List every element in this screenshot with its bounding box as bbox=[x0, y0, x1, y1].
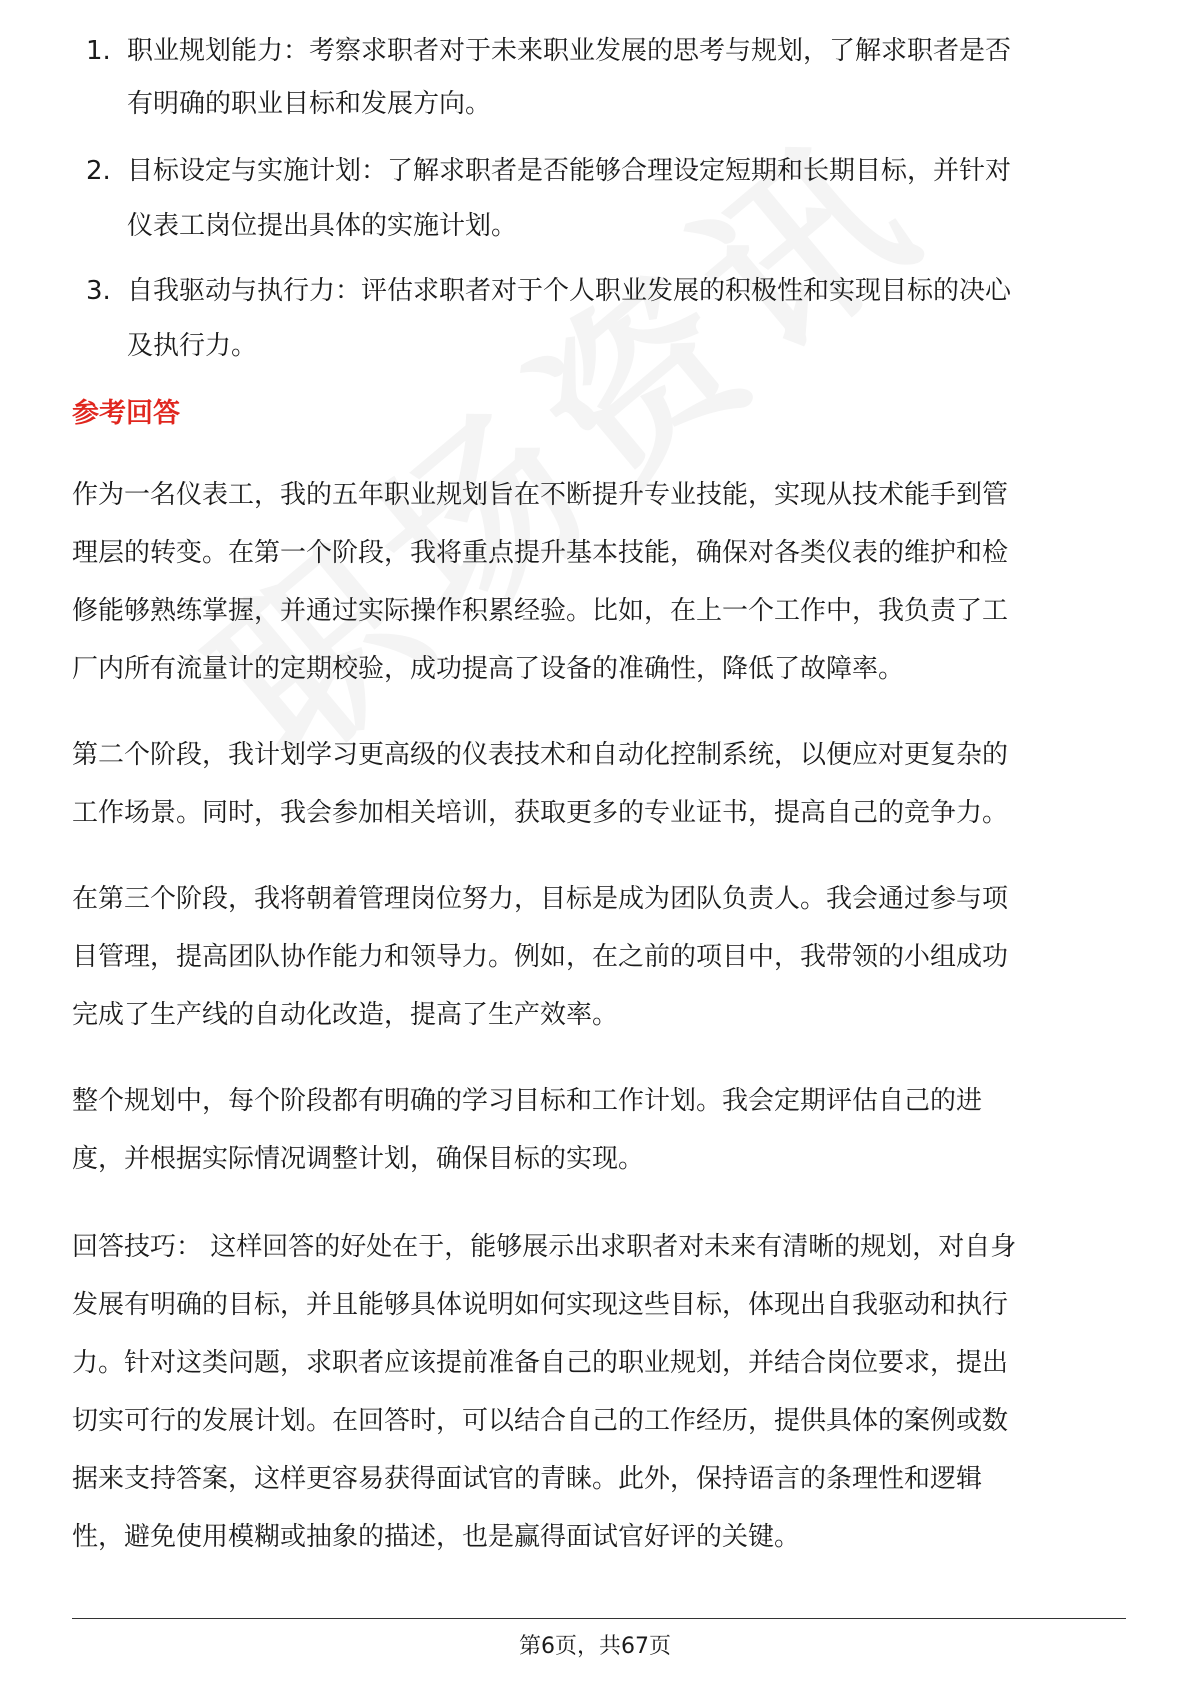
paragraph-line: 整个规划中，每个阶段都有明确的学习目标和工作计划。我会定期评估自己的进 bbox=[72, 1086, 983, 1116]
paragraph-line: 第二个阶段，我计划学习更高级的仪表技术和自动化控制系统，以便应对更复杂的 bbox=[72, 740, 1009, 770]
paragraph-line: 理层的转变。在第一个阶段，我将重点提升基本技能，确保对各类仪表的维护和检 bbox=[72, 538, 1009, 568]
paragraph-line: 发展有明确的目标，并且能够具体说明如何实现这些目标，体现出自我驱动和执行 bbox=[72, 1290, 1009, 1320]
paragraph bbox=[72, 870, 1122, 1044]
paragraph-line: 工作场景。同时，我会参加相关培训，获取更多的专业证书，提高自己的竞争力。 bbox=[72, 798, 1009, 828]
paragraph-line: 度，并根据实际情况调整计划，确保目标的实现。 bbox=[72, 1144, 645, 1174]
list-item-text: 职业规划能力：考察求职者对于未来职业发展的思考与规划，了解求职者是否 bbox=[127, 36, 1012, 66]
paragraph-line: 性，避免使用模糊或抽象的描述，也是赢得面试官好评的关键。 bbox=[72, 1522, 801, 1552]
list-item-text: 有明确的职业目标和发展方向。 bbox=[127, 89, 492, 119]
list-item-text: 目标设定与实施计划：了解求职者是否能够合理设定短期和长期目标，并针对 bbox=[127, 156, 1012, 186]
paragraph-line: 力。针对这类问题，求职者应该提前准备自己的职业规划，并结合岗位要求，提出 bbox=[72, 1348, 1009, 1378]
list-number: 3. bbox=[86, 276, 111, 306]
footer-divider bbox=[72, 1618, 1126, 1619]
paragraph-line: 作为一名仪表工，我的五年职业规划旨在不断提升专业技能，实现从技术能手到管 bbox=[72, 480, 1009, 510]
paragraph-line: 目管理，提高团队协作能力和领导力。例如，在之前的项目中，我带领的小组成功 bbox=[72, 942, 1009, 972]
list-number: 2. bbox=[86, 156, 111, 186]
list-item-text: 仪表工岗位提出具体的实施计划。 bbox=[127, 211, 518, 241]
list-item-text: 自我驱动与执行力：评估求职者对于个人职业发展的积极性和实现目标的决心 bbox=[127, 276, 1012, 306]
list-number: 1. bbox=[86, 36, 111, 66]
list-item-text: 及执行力。 bbox=[127, 331, 258, 361]
paragraph bbox=[72, 1072, 1122, 1188]
paragraph-line: 厂内所有流量计的定期校验，成功提高了设备的准确性，降低了故障率。 bbox=[72, 654, 905, 684]
paragraph-line: 切实可行的发展计划。在回答时，可以结合自己的工作经历，提供具体的案例或数 bbox=[72, 1406, 1009, 1436]
paragraph-line: 回答技巧： 这样回答的好处在于，能够展示出求职者对未来有清晰的规划，对自身 bbox=[72, 1232, 1017, 1262]
section-heading: 参考回答 bbox=[72, 398, 180, 429]
paragraph bbox=[72, 726, 1122, 842]
paragraph bbox=[72, 466, 1122, 698]
paragraph-line: 完成了生产线的自动化改造，提高了生产效率。 bbox=[72, 1000, 619, 1030]
paragraph-line: 据来支持答案，这样更容易获得面试官的青睐。此外，保持语言的条理性和逻辑 bbox=[72, 1464, 983, 1494]
answer-tips-paragraph bbox=[72, 1218, 1122, 1566]
paragraph-line: 修能够熟练掌握，并通过实际操作积累经验。比如，在上一个工作中，我负责了工 bbox=[72, 596, 1009, 626]
paragraph-line: 在第三个阶段，我将朝着管理岗位努力，目标是成为团队负责人。我会通过参与项 bbox=[72, 884, 1009, 914]
page-number: 第6页，共67页 bbox=[519, 1634, 671, 1659]
